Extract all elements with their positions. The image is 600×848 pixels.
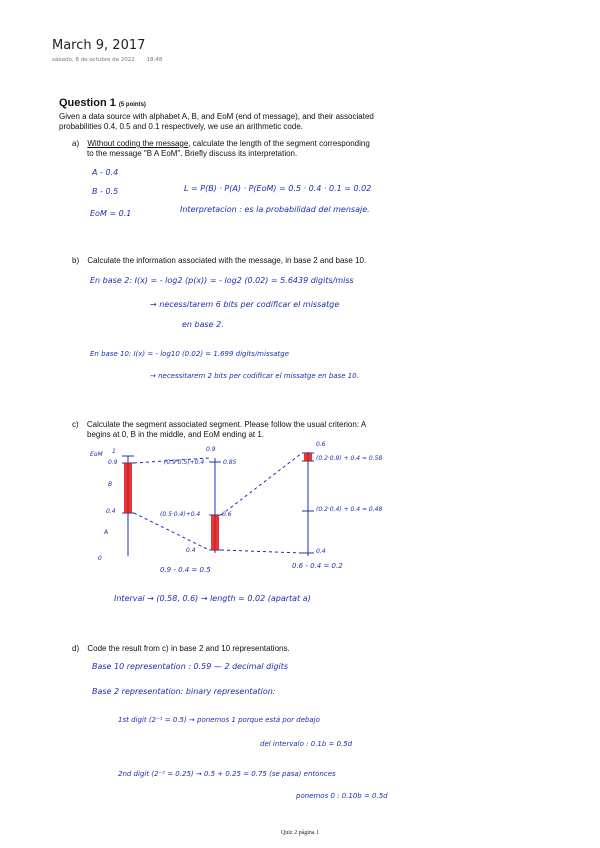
part-d-prefix: d): [72, 644, 80, 653]
question-title-text: Question 1: [59, 97, 116, 109]
hw-base10-repr: Base 10 representation : 0.59 — 2 decimal digits: [92, 662, 289, 671]
timestamp-date: sábado, 8 de octubre de 2022: [52, 57, 135, 63]
axis1-b-label: B: [108, 481, 113, 488]
hw-bits-base10: → necessitarem 2 bits per codificar el missatge en base 10.: [150, 372, 359, 380]
axis3-bottom-label: 0.4: [316, 548, 326, 555]
part-a-underlined: Without coding the message: [87, 139, 189, 148]
axis2-mid-tick-label: (0.5·0.4)+0.4: [160, 511, 201, 518]
axis2-upper-tick-label: (0.9·0.5)+0.4: [164, 459, 205, 466]
hw-bits-base2-cont: en base 2.: [182, 320, 224, 329]
connector-2-bottom: [221, 550, 302, 553]
page-footer: Quiz 2 página 1: [280, 830, 320, 836]
part-b-text: Calculate the information associated with the message, in base 2 and base 10.: [87, 256, 367, 265]
hw-bits-base2: → necessitarem 6 bits per codificar el missatge: [150, 300, 340, 309]
axis2-bottom-label: 0.4: [186, 547, 196, 554]
part-a-prefix: a): [72, 139, 80, 148]
hw-prob-eom: EoM = 0.1: [90, 209, 132, 218]
part-a-line2: to the message "B A EoM". Briefly discuss its interpretation.: [87, 148, 298, 158]
part-d-prompt: [72, 644, 290, 654]
axis1-eom-label: EoM: [90, 451, 103, 458]
segment-width-1: 0.9 - 0.4 = 0.5: [160, 566, 211, 574]
hw-prob-b: B - 0.5: [92, 187, 119, 196]
hw-base2-repr: Base 2 representation: binary representation:: [92, 687, 276, 696]
part-c-line1: Calculate the segment associated segment. Please follow the usual criterion: A: [86, 420, 367, 429]
axis1-04-label: 0.4: [106, 508, 116, 515]
connector-1-bottom: [134, 513, 209, 550]
part-d-text: Code the result from c) in base 2 and 10 representations.: [87, 644, 290, 653]
question-points: (5 points): [118, 102, 146, 108]
hw-first-digit: 1st digit (2⁻¹ = 0.5) → ponemos 1 porque está por debajo: [118, 716, 320, 724]
axis2-mid-val: 0.6: [222, 511, 232, 518]
axis2-highlight-a: [211, 515, 219, 550]
axis2-upper-val: 0.85: [223, 459, 237, 466]
hw-first-digit-cont: del intervalo : 0.1b = 0.5d: [260, 740, 353, 748]
axis1-a-label: A: [104, 529, 109, 536]
hw-info-base10: En base 10: I(x) = - log10 (0.02) = 1.699 digits/missatge: [90, 350, 290, 358]
timestamp-time: 18:48: [146, 57, 163, 63]
hw-second-digit-cont: ponemos 0 : 0.10b = 0.5d: [296, 792, 388, 800]
part-c-prefix: c): [72, 420, 79, 429]
hw-prob-a: A - 0.4: [92, 168, 119, 177]
axis3-top-label: 0.6: [316, 441, 326, 448]
axis3-highlight-eom: [304, 453, 312, 461]
question-intro-line1: Given a data source with alphabet A, B, and EoM (end of message), and their associated: [59, 112, 374, 121]
hw-interval: Interval → (0.58, 0.6) → length = 0.02 (apartat a): [114, 594, 311, 603]
part-c-line2: begins at 0, B in the middle, and EoM ending at 1.: [87, 429, 265, 439]
part-b-prefix: b): [72, 256, 80, 265]
hw-interpretation: Interpretacion : es la probabilidad del mensaje.: [180, 205, 370, 214]
hw-second-digit: 2nd digit (2⁻² = 0.25) → 0.5 + 0.25 = 0.75 (se pasa) entonces: [118, 770, 336, 778]
part-a-line1-rest: , calculate the length of the segment corresponding: [188, 139, 370, 148]
axis1-bottom-label: 0: [98, 555, 102, 562]
axis3-mid-label: (0.2·0.4) + 0.4 = 0.48: [316, 506, 383, 513]
axis2-top-label: 0.9: [206, 446, 216, 453]
page-date: March 9, 2017: [52, 38, 146, 53]
question-intro-line2: probabilities 0.4, 0.5 and 0.1 respectively, we use an arithmetic code.: [59, 121, 303, 131]
axis1-highlight-b: [124, 463, 132, 513]
axis1-09-label: 0.9: [108, 459, 118, 466]
hw-length-formula: L = P(B) · P(A) · P(EoM) = 0.5 · 0.4 · 0.1 = 0.02: [184, 184, 372, 193]
axis1-top-label: 1: [112, 448, 116, 455]
segment-width-2: 0.6 - 0.4 = 0.2: [292, 562, 343, 570]
axis3-upper-label: (0.2·0.9) + 0.4 = 0.58: [316, 455, 383, 462]
hw-info-base2: En base 2: I(x) = - log2 (p(x)) = - log2 (0.02) = 5.6439 digits/miss: [90, 276, 354, 285]
